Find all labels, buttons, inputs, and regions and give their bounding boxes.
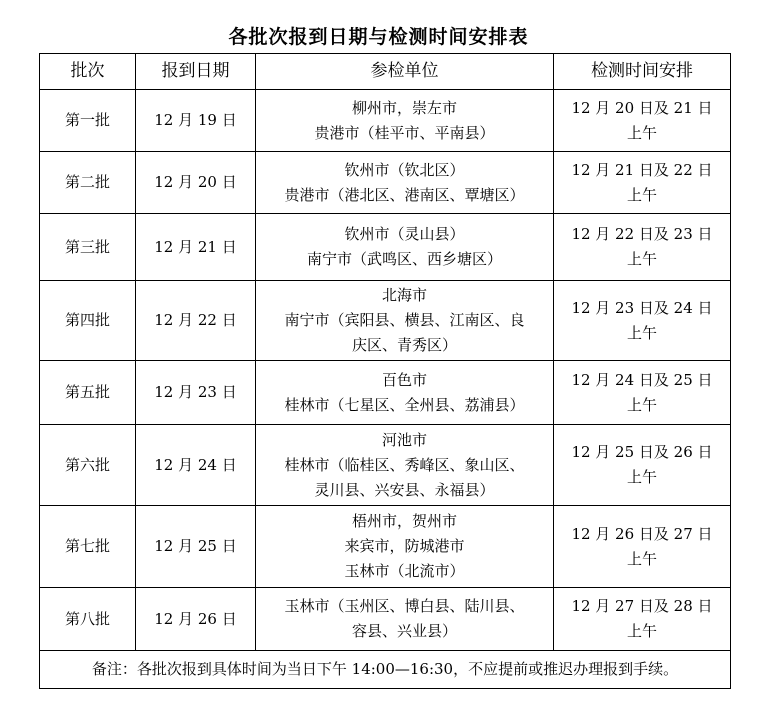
batch-cell: 第三批 [40,214,136,281]
header-batch: 批次 [40,54,136,90]
time-line: 上午 [626,622,657,640]
header-row [40,54,731,90]
units-cell [256,152,554,214]
table-row [40,361,731,425]
header-units: 参检单位 [256,54,554,90]
units-cell [256,90,554,152]
batch-cell: 第五批 [40,361,136,425]
time-line: 12 月 26 日及 27 日 [571,524,713,543]
time-cell [554,425,731,506]
batch-cell: 第七批 [40,506,136,588]
unit-line: 钦州市（钦北区） [344,160,465,179]
time-line: 上午 [626,123,657,142]
batch-cell: 第四批 [40,281,136,361]
units-cell [256,588,554,651]
table-row [40,506,731,588]
unit-line: 桂林市（临桂区、秀峰区、象山区、 [284,455,525,474]
units-cell [256,281,554,361]
time-line: 12 月 22 日及 23 日 [571,225,713,243]
unit-line: 玉林市（玉州区、博白县、陆川县、 [284,597,525,615]
batch-cell: 第八批 [40,588,136,651]
date-cell: 12 月 20 日 [136,152,256,214]
time-line: 上午 [626,468,657,486]
table-row [40,214,731,281]
unit-line: 灵川县、兴安县、永福县） [314,480,495,499]
time-line: 12 月 24 日及 25 日 [571,370,713,389]
time-cell [554,90,731,152]
note-text: 备注：各批次报到具体时间为当日下午 14:00—16:30，不应提前或推迟办理报到手续。 [40,651,731,689]
table-row [40,281,731,361]
unit-line: 玉林市（北流市） [344,562,465,580]
unit-line: 庆区、青秀区） [351,336,457,354]
date-cell: 12 月 22 日 [136,281,256,361]
date-cell: 12 月 25 日 [136,506,256,588]
unit-line: 北海市 [381,286,427,304]
time-line: 12 月 27 日及 28 日 [571,597,713,615]
table-title: 各批次报到日期与检测时间安排表 [228,26,529,48]
batch-cell: 第一批 [40,90,136,152]
time-cell [554,281,731,361]
time-line: 12 月 21 日及 22 日 [571,160,713,179]
time-line: 上午 [626,250,657,268]
date-cell: 12 月 21 日 [136,214,256,281]
table-row [40,90,731,152]
units-cell [256,361,554,425]
time-line: 上午 [626,323,657,342]
unit-line: 贵港市（桂平市、平南县） [314,123,495,142]
time-cell [554,588,731,651]
unit-line: 南宁市（武鸣区、西乡塘区） [306,250,502,268]
units-cell [256,425,554,506]
units-cell [256,506,554,588]
header-time: 检测时间安排 [554,54,731,90]
unit-line: 南宁市（宾阳县、横县、江南区、良 [284,311,525,329]
batch-cell: 第二批 [40,152,136,214]
time-cell [554,506,731,588]
time-line: 上午 [626,395,657,414]
unit-line: 桂林市（七星区、全州县、荔浦县） [284,395,525,414]
table-row [40,152,731,214]
time-cell [554,361,731,425]
unit-line: 钦州市（灵山县） [344,225,465,243]
time-cell [554,214,731,281]
note-row [40,651,731,689]
time-line: 12 月 20 日及 21 日 [571,98,713,117]
time-line: 12 月 25 日及 26 日 [571,443,713,461]
table-row [40,588,731,651]
time-line: 上午 [626,549,657,568]
unit-line: 贵港市（港北区、港南区、覃塘区） [284,185,525,204]
batch-cell: 第六批 [40,425,136,506]
date-cell: 12 月 19 日 [136,90,256,152]
unit-line: 来宾市，防城港市 [344,537,465,555]
table-row [40,425,731,506]
units-cell [256,214,554,281]
schedule-table [39,53,731,689]
unit-line: 容县、兴业县） [351,622,457,640]
unit-line: 梧州市，贺州市 [351,512,457,530]
time-line: 12 月 23 日及 24 日 [571,298,713,317]
header-date: 报到日期 [136,54,256,90]
unit-line: 河池市 [381,430,427,449]
date-cell: 12 月 24 日 [136,425,256,506]
unit-line: 百色市 [381,370,427,389]
date-cell: 12 月 26 日 [136,588,256,651]
date-cell: 12 月 23 日 [136,361,256,425]
unit-line: 柳州市，崇左市 [351,98,457,117]
time-line: 上午 [626,185,657,204]
time-cell [554,152,731,214]
